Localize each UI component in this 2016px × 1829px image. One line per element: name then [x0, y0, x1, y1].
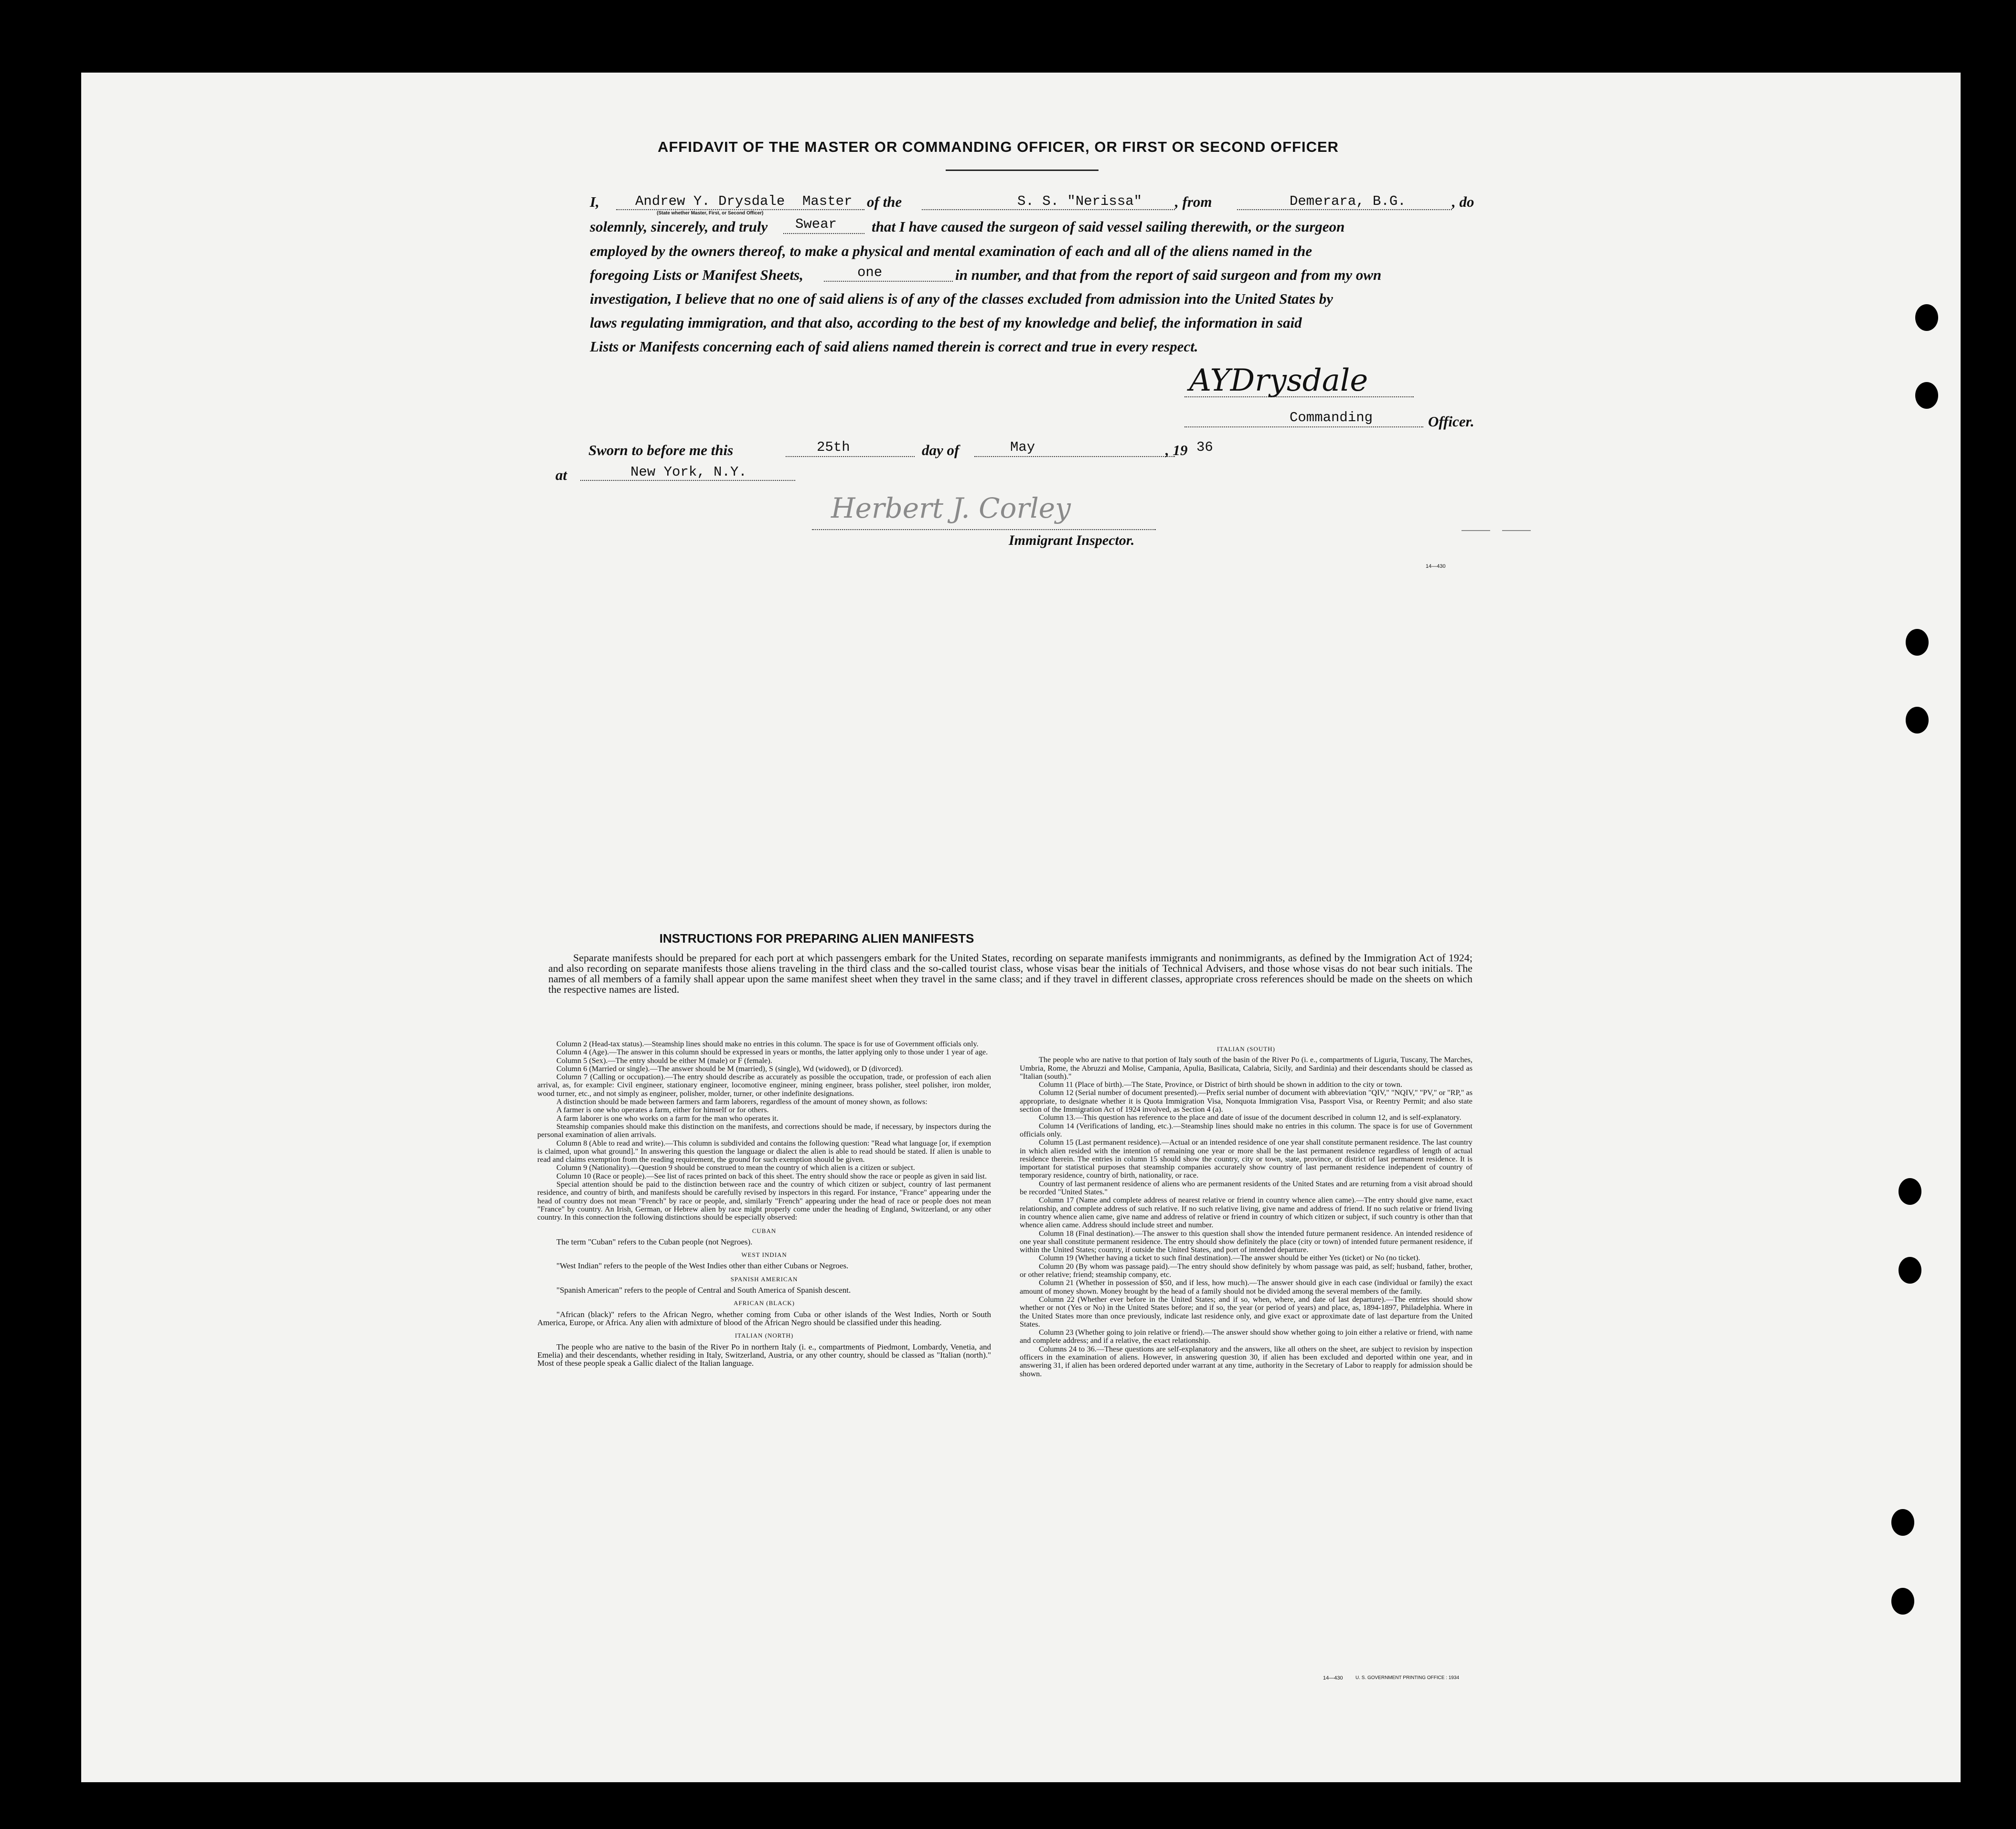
sworn-place-line: [580, 480, 795, 481]
instruction-paragraph: Column 9 (Nationality).—Question 9 should be construed to mean the country of which alien is a citizen or subject.: [556, 1163, 915, 1172]
label-from: , from: [1175, 193, 1212, 210]
instruction-paragraph: Column 14 (Verifications of landing, etc.).—Steamship lines should make no entries in this column. The space is for use of Government officials only.: [1020, 1121, 1472, 1138]
pencil-mark: [1502, 530, 1531, 531]
instruction-paragraph: Column 19 (Whether having a ticket to such final destination).—The answer should be either Yes (ticket) or No (no ticket).: [1039, 1254, 1420, 1263]
affidavit-line-6: laws regulating immigration, and that also, according to the best of my knowledge and belief, the information in said: [590, 314, 1302, 331]
label-at: at: [555, 467, 567, 483]
printer-imprint: U. S. GOVERNMENT PRINTING OFFICE : 1934: [1355, 1675, 1460, 1680]
inspector-label: Immigrant Inspector.: [1009, 532, 1135, 548]
port-line: [1237, 209, 1452, 210]
sworn-month: May: [1010, 439, 1035, 455]
officer-title: Commanding: [1290, 410, 1373, 425]
instruction-paragraph: Column 18 (Final destination).—The answer to this question shall show the intended future permanent residence. An intended residence of one year shall constitute permanent residence. The entry should show definitely the place (city or town) of intended future permanent residence, if within the United States; country, if outside the United States, and port of intended departure.: [1020, 1229, 1472, 1255]
instruction-paragraph: The term "Cuban" refers to the Cuban people (not Negroes).: [556, 1237, 753, 1246]
instructions-intro: Separate manifests should be prepared for each port at which passengers embark for the United States, recording on separate manifests immigrants and nonimmigrants, as defined by the Immigration Act of 1924; and also recording on separate manifests those aliens traveling in the third class and the so-called tourist class, whose visas bear the initials of Technical Advisers, and those whose visas do not bear such initials. The names of all members of a family shall appear upon the same manifest sheet when they travel in the same class; and if they travel in different classes, appropriate cross references should be made on the sheets on which the respective names are listed.: [548, 952, 1472, 995]
instruction-paragraph: A distinction should be made between farmers and farm laborers, regardless of the amount of money shown, as follows:: [556, 1097, 928, 1106]
instruction-paragraph: Column 12 (Serial number of document presented).—Prefix serial number of document with abbreviation "QIV," "NQIV," "PV," or "RP," as appropriate, to designate whether it is Quota Immigration Visa, Nonquota Immigration Visa, Passport Visa, or Reentry Permit; and also state section of the Immigration Act of 1924 involved, as Section 4 (a).: [1020, 1088, 1472, 1114]
affidavit-line-2b: that I have caused the surgeon of said vessel sailing therewith, or the surgeon: [872, 218, 1345, 235]
instruction-paragraph: Column 15 (Last permanent residence).—Actual or an intended residence of one year shall constitute permanent residence. The last country in which alien resided with the intention of remaining one year or more shall be the last permanent residence regardless of length of actual residence therein. The entries in column 15 should show the country, city or town, state, province, or district of last permanent residence. It is important for statistical purposes that steamship companies accurately show country of last permanent residence independent of country of temporary residence, country of birth, nationality, or race.: [1020, 1138, 1472, 1180]
instruction-paragraph: Country of last permanent residence of aliens who are permanent residents of the United States and are returning from a visit abroad should be recorded "United States.": [1020, 1179, 1472, 1197]
sworn-place: New York, N.Y.: [630, 464, 747, 480]
instruction-paragraph: "Spanish American" refers to the people of Central and South America of Spanish descent.: [556, 1286, 851, 1295]
affidavit-line-2a: solemnly, sincerely, and truly: [590, 218, 768, 235]
instruction-paragraph: Column 8 (Able to read and write).—This column is subdivided and contains the following question: "Read what language [or, if exemption is claimed, upon what ground]." In answering this question the language or dialect the alien is able to read should be stated. If alien is unable to read and claims exemption from the reading requirement, the ground for such exemption should be given.: [537, 1138, 991, 1164]
binder-hole: [1899, 1257, 1921, 1284]
binder-hole: [1906, 629, 1929, 656]
ship-line: [922, 209, 1175, 210]
heading-spanish-american: SPANISH AMERICAN: [730, 1275, 798, 1283]
sworn-label: Sworn to before me this: [588, 442, 734, 458]
instructions-title: INSTRUCTIONS FOR PREPARING ALIEN MANIFESTS: [659, 931, 974, 946]
binder-hole: [1891, 1588, 1914, 1615]
heading-italian-north: ITALIAN (NORTH): [735, 1332, 794, 1340]
instruction-paragraph: Special attention should be paid to the distinction between race and the country of which citizen or subject, country of last permanent residence, and country of birth, and manifests should be carefully revised by inspectors in this regard. For instance, "France" appearing under the head of country does not mean "French" by race or people, and, similarly "French" appearing under the head of race or people does not mean "France" by country. An Irish, German, or Hebrew alien by race might properly come under the heading of England, Switzerland, or any other country. In this connection the following distinctions should be especially observed:: [537, 1180, 991, 1222]
sheet-count: one: [857, 265, 883, 280]
pencil-mark: [1461, 530, 1490, 531]
instruction-paragraph: Column 5 (Sex).—The entry should be either M (male) or F (female).: [556, 1056, 772, 1065]
heading-african: AFRICAN (BLACK): [733, 1299, 795, 1307]
instruction-paragraph: "African (black)" refers to the African Negro, whether coming from Cuba or other islands of the West Indies, North or South America, Europe, or Africa. Any alien with admixture of blood of the African Negro should be classified under this heading.: [537, 1309, 991, 1327]
instruction-paragraph: Column 17 (Name and complete address of nearest relative or friend in country whence alien came).—The entry should give name, exact relationship, and complete address of such relative. If no such relative living, give name and address of friend. If no such relative or friend living in country whence alien came, give name and address of relative or friend in country of which citizen or subject, if such country is other than that whence alien came. Address should include street and number.: [1020, 1196, 1472, 1230]
inspector-line: [812, 529, 1156, 530]
label-do: , do: [1452, 193, 1474, 210]
instruction-paragraph: Column 23 (Whether going to join relative or friend).—The answer should show whether going to join either a relative or friend, with name and complete address; and if a relative, the exact relationship.: [1020, 1328, 1472, 1345]
officer-label: Officer.: [1428, 413, 1474, 430]
sworn-year: 36: [1196, 439, 1213, 455]
sheet-count-line: [824, 281, 953, 282]
rank-hint: (State whether Master, First, or Second Officer): [657, 211, 764, 216]
sworn-month-line: [974, 456, 1175, 457]
instructions-right-column: [1020, 1040, 1472, 1378]
officer-rank: Master: [802, 193, 853, 209]
sworn-day-line: [786, 456, 915, 457]
officer-title-line: [1184, 426, 1423, 427]
oath-line: [783, 233, 864, 234]
affidavit-form-number: 14—430: [1426, 564, 1446, 569]
instruction-paragraph: Column 7 (Calling or occupation).—The entry should describe as accurately as possible the occupation, trade, or profession of each alien arrival, as, for example: Civil engineer, stationary engineer, locomotive engineer, mining engineer, brass polisher, steel polisher, iron molder, wood turner, etc., and not simply as engineer, polisher, molder, turner, or other indefinite designations.: [537, 1073, 991, 1098]
binder-hole: [1915, 304, 1938, 331]
instruction-paragraph: Column 21 (Whether in possession of $50, and if less, how much).—The answer should give in each case (individual or family) the exact amount of money shown. Money brought by the head of a family should not be divided among the several members of the family.: [1020, 1278, 1472, 1296]
binder-hole: [1891, 1509, 1914, 1536]
affidavit-title: AFFIDAVIT OF THE MASTER OR COMMANDING OFFICER, OR FIRST OR SECOND OFFICER: [657, 138, 1339, 155]
affidavit-line-3: employed by the owners thereof, to make a physical and mental examination of each and all of the aliens named in the: [590, 243, 1312, 259]
master-name: Andrew Y. Drysdale: [635, 193, 785, 209]
heading-west-indian: WEST INDIAN: [741, 1251, 787, 1259]
inspector-signature: Herbert J. Corley: [831, 492, 1071, 524]
affidavit-line-4b: in number, and that from the report of said surgeon and from my own: [955, 266, 1382, 283]
departure-port: Demerara, B.G.: [1290, 193, 1406, 209]
title-rule: [946, 170, 1099, 171]
binder-hole: [1899, 1178, 1921, 1205]
heading-italian-south: ITALIAN (SOUTH): [1217, 1045, 1275, 1053]
instruction-paragraph: Column 10 (Race or people).—See list of races printed on back of this sheet. The entry should show the race or people as given in said list.: [556, 1171, 987, 1180]
oath-type: Swear: [795, 216, 837, 232]
instruction-paragraph: "West Indian" refers to the people of the West Indies other than either Cubans or Negroes.: [556, 1261, 849, 1271]
instruction-paragraph: Column 22 (Whether ever before in the United States; and if so, when, where, and date of last departure).—The entries should show whether or not (Yes or No) in the United States before; and if so, the year (or period of years) and place, as, 1894-1897, Philadelphia. Where in the United States more than once previously, indicate last residence only, and give exact or approximate date of last departure from the United States.: [1020, 1295, 1472, 1329]
affidavit-line-4a: foregoing Lists or Manifest Sheets,: [590, 266, 803, 283]
instruction-paragraph: Column 2 (Head-tax status).—Steamship lines should make no entries in this column. The space is for use of Government officials only.: [556, 1040, 979, 1048]
instruction-paragraph: Column 4 (Age).—The answer in this column should be expressed in years or months, the latter applying only to those under 1 year of age.: [556, 1048, 988, 1057]
instruction-paragraph: Column 11 (Place of birth).—The State, Province, or District of birth should be shown in addition to the city or town.: [1039, 1080, 1402, 1089]
heading-cuban: CUBAN: [752, 1227, 777, 1234]
instruction-paragraph: A farmer is one who operates a farm, either for himself or for others.: [556, 1106, 769, 1115]
instruction-paragraph: Columns 24 to 36.—These questions are self-explanatory and the answers, like all others on the sheet, are subject to revision by inspection officers in the examination of aliens. However, in answering question 30, if alien has been excluded and deported within one year, and in answering 31, if alien has been ordered deported under warrant at any time, authority in the Secretary of Labor to reapply for admission should be shown.: [1020, 1344, 1472, 1378]
instruction-paragraph: Column 20 (By whom was passage paid).—The entry should show definitely by whom passage was paid, as self; husband, father, brother, or other relative; friend; steamship company, etc.: [1020, 1262, 1472, 1279]
binder-hole: [1915, 382, 1938, 409]
instruction-paragraph: Column 6 (Married or single).—The answer should be M (married), S (single), Wd (widowed), or D (divorced).: [556, 1064, 903, 1073]
affidavit-line-7: Lists or Manifests concerning each of said aliens named therein is correct and true in every respect.: [590, 338, 1198, 355]
affidavit-line-5: investigation, I believe that no one of said aliens is of any of the classes excluded from admission into the United States by: [590, 290, 1333, 307]
instruction-paragraph: Column 13.—This question has reference to the place and date of issue of the document described in column 12, and is self-explanatory.: [1039, 1113, 1461, 1122]
ship-name: S. S. "Nerissa": [1017, 193, 1142, 209]
label-i: I,: [590, 193, 599, 210]
sworn-day: 25th: [817, 439, 850, 455]
binder-hole: [1906, 707, 1929, 734]
master-name-line: [616, 209, 864, 210]
master-signature: AYDrysdale: [1189, 363, 1368, 398]
instruction-paragraph: Steamship companies should make this distinction on the manifests, and corrections should be made, if necessary, by inspectors during the personal examination of alien arrivals.: [537, 1122, 991, 1139]
label-day-of: day of: [922, 442, 960, 458]
instruction-paragraph: A farm laborer is one who works on a farm for the man who operates it.: [556, 1114, 779, 1123]
signature-line: [1184, 396, 1414, 397]
instructions-left-column: [537, 1040, 991, 1367]
label-year: , 19: [1165, 442, 1188, 458]
instruction-paragraph: The people who are native to that portion of Italy south of the basin of the River Po (i. e., compartments of Liguria, Tuscany, The Marches, Umbria, Rome, the Abruzzi and Molise, Campania, Apulia, Basilicata, Calabria, Sicily, and Sardinia) and their descendants should be classed as "Italian (south).": [1020, 1055, 1472, 1081]
instruction-paragraph: The people who are native to the basin of the River Po in northern Italy (i. e., compartments of Piedmont, Lombardy, Venetia, and Emelia) and their descendants, whether residing in Italy, Switzerland, Austria, or any other country, should be classed as "Italian (north)." Most of these people speak a Gallic dialect of the Italian language.: [537, 1342, 991, 1368]
label-of-the: of the: [867, 193, 902, 210]
instructions-form-number: 14—430: [1323, 1675, 1343, 1681]
